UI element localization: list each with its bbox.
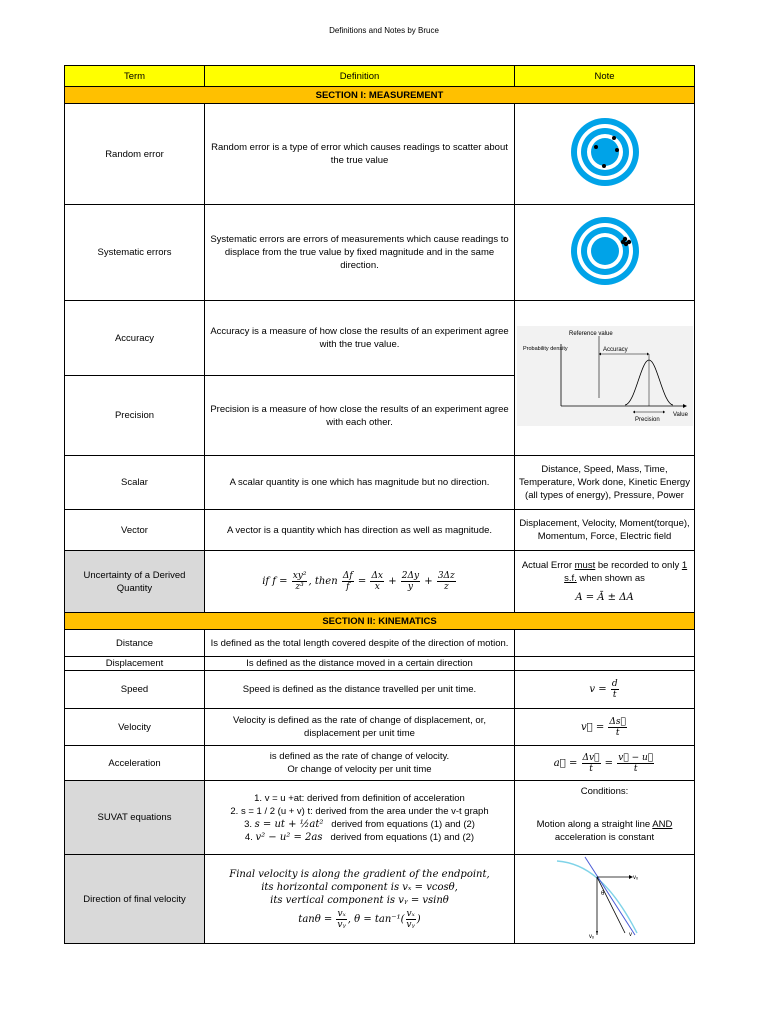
diagram-label-theta: θ (600, 891, 604, 897)
diagram-label-vy: vᵧ (588, 934, 594, 939)
table-row (65, 205, 695, 301)
term-cell: Systematic errors (65, 205, 205, 301)
definition-cell: Accuracy is a measure of how close the results of an experiment agree with the true value. (205, 301, 515, 376)
note-cell: Conditions: Motion along a straight line AND acceleration is constant (515, 781, 695, 855)
definition-cell: A scalar quantity is one which has magnitude but no direction. (205, 456, 515, 510)
definition-cell (205, 551, 515, 613)
definition-cell: A vector is a quantity which has direction as well as magnitude. (205, 510, 515, 551)
table-row (65, 510, 695, 551)
note-cell: Displacement, Velocity, Moment(torque), Momentum, Force, Electric field (515, 510, 695, 551)
table-row (65, 671, 695, 709)
speed-formula: v = $\frac{d}{t}$ (589, 679, 618, 700)
section-title: SECTION I: MEASUREMENT (65, 87, 695, 104)
term-cell: Acceleration (65, 746, 205, 781)
column-note: Note (515, 66, 695, 87)
note-cell: Actual Error must be recorded to only 1 s.f. when shown as A = Ā ± ΔA (515, 551, 695, 613)
definitions-table (64, 65, 695, 944)
graph-label-precision: Precision (635, 417, 660, 423)
acceleration-formula: a⃗ = $\frac{\Delta v⃗}{t}$ = $\frac{v⃗ - u⃗}{t}$ (553, 752, 654, 774)
definition-cell: Precision is a measure of how close the results of an experiment agree with each other. (205, 376, 515, 456)
diagram-label-v: v (628, 932, 632, 938)
accuracy-precision-graph (517, 326, 693, 426)
definition-cell: is defined as the rate of change of velocity. Or change of velocity per unit time (205, 746, 515, 781)
definition-cell: Random error is a type of error which causes readings to scatter about the true value (205, 104, 515, 205)
section-title: SECTION II: KINEMATICS (65, 613, 695, 630)
section-row (65, 613, 695, 630)
uncertainty-formula: if f = $\frac{\text{xy²}}{\text{z³}}$ , then $\frac{\Delta f}{f}$ = $\frac{\Delta x}{x}$ + $\frac{2\Delta y}{y}$ + $\frac{3\Delta z}{z}$ (262, 571, 455, 592)
note-cell (515, 205, 695, 301)
term-cell: Random error (65, 104, 205, 205)
graph-label-reference: Reference value (569, 331, 613, 337)
term-cell: Vector (65, 510, 205, 551)
table-row (65, 709, 695, 746)
definition-cell: Is defined as the total length covered despite of the direction of motion. (205, 630, 515, 657)
note-cell (515, 630, 695, 657)
definition-cell: 1. v = u +at: derived from definition of acceleration 2. s = 1 / 2 (u + v) t: derived from the area under the v-t graph 3. s = ut + ½at² derived from equations (1) and (2) 4. v² − u² = 2as derived from equations (1) and (2) (205, 781, 515, 855)
column-term: Term (65, 66, 205, 87)
section-row (65, 87, 695, 104)
term-cell: Speed (65, 671, 205, 709)
page-header: Definitions and Notes by Bruce (329, 26, 439, 35)
table-row (65, 301, 695, 376)
note-cell (515, 855, 695, 944)
table-row (65, 630, 695, 657)
term-cell: Velocity (65, 709, 205, 746)
table-row (65, 746, 695, 781)
table-row (65, 855, 695, 944)
table-row (65, 456, 695, 510)
graph-label-value: Value (673, 412, 688, 418)
definition-cell: Final velocity is along the gradient of the endpoint, its horizontal component is vₓ = vcosθ, its vertical component is vᵧ = vsinθ tanθ = $\frac{\text{vₓ}}{\text{vᵧ}}$ , θ = tan⁻¹( $\frac{\text{vₓ}}{\text{vᵧ}}$ ) (205, 855, 515, 944)
note-cell: Distance, Speed, Mass, Time, Temperature, Work done, Kinetic Energy (all types of energy), Pressure, Power (515, 456, 695, 510)
term-cell: Precision (65, 376, 205, 456)
definition-cell: Speed is defined as the distance travelled per unit time. (205, 671, 515, 709)
column-definition: Definition (205, 66, 515, 87)
diagram-label-vx: vₓ (632, 875, 638, 881)
target-scattered-icon (570, 117, 640, 187)
table-row (65, 104, 695, 205)
term-cell: Distance (65, 630, 205, 657)
table-row (65, 781, 695, 855)
definition-cell: Is defined as the distance moved in a certain direction (205, 657, 515, 671)
note-cell (515, 746, 695, 781)
header-row (65, 66, 695, 87)
term-cell: Uncertainty of a Derived Quantity (65, 551, 205, 613)
note-cell (515, 709, 695, 746)
note-cell (515, 301, 695, 456)
term-cell: Displacement (65, 657, 205, 671)
term-cell: Accuracy (65, 301, 205, 376)
table-row (65, 551, 695, 613)
error-formula: A = Ā ± ΔA (575, 592, 634, 603)
note-cell (515, 671, 695, 709)
term-cell: Direction of final velocity (65, 855, 205, 944)
term-cell: Scalar (65, 456, 205, 510)
definition-cell: Velocity is defined as the rate of change of displacement, or, displacement per unit time (205, 709, 515, 746)
table-row (65, 657, 695, 671)
note-cell (515, 657, 695, 671)
term-cell: SUVAT equations (65, 781, 205, 855)
velocity-formula: v⃗ = $\frac{\Delta s⃗}{t}$ (581, 716, 626, 738)
target-offset-icon (570, 216, 640, 286)
note-cell (515, 104, 695, 205)
graph-label-accuracy: Accuracy (603, 347, 628, 353)
graph-label-prob: Probability density (523, 346, 568, 352)
definition-cell: Systematic errors are errors of measurements which cause readings to displace from the true value by fixed magnitude and in the same direction. (205, 205, 515, 301)
velocity-direction-diagram (555, 855, 655, 939)
